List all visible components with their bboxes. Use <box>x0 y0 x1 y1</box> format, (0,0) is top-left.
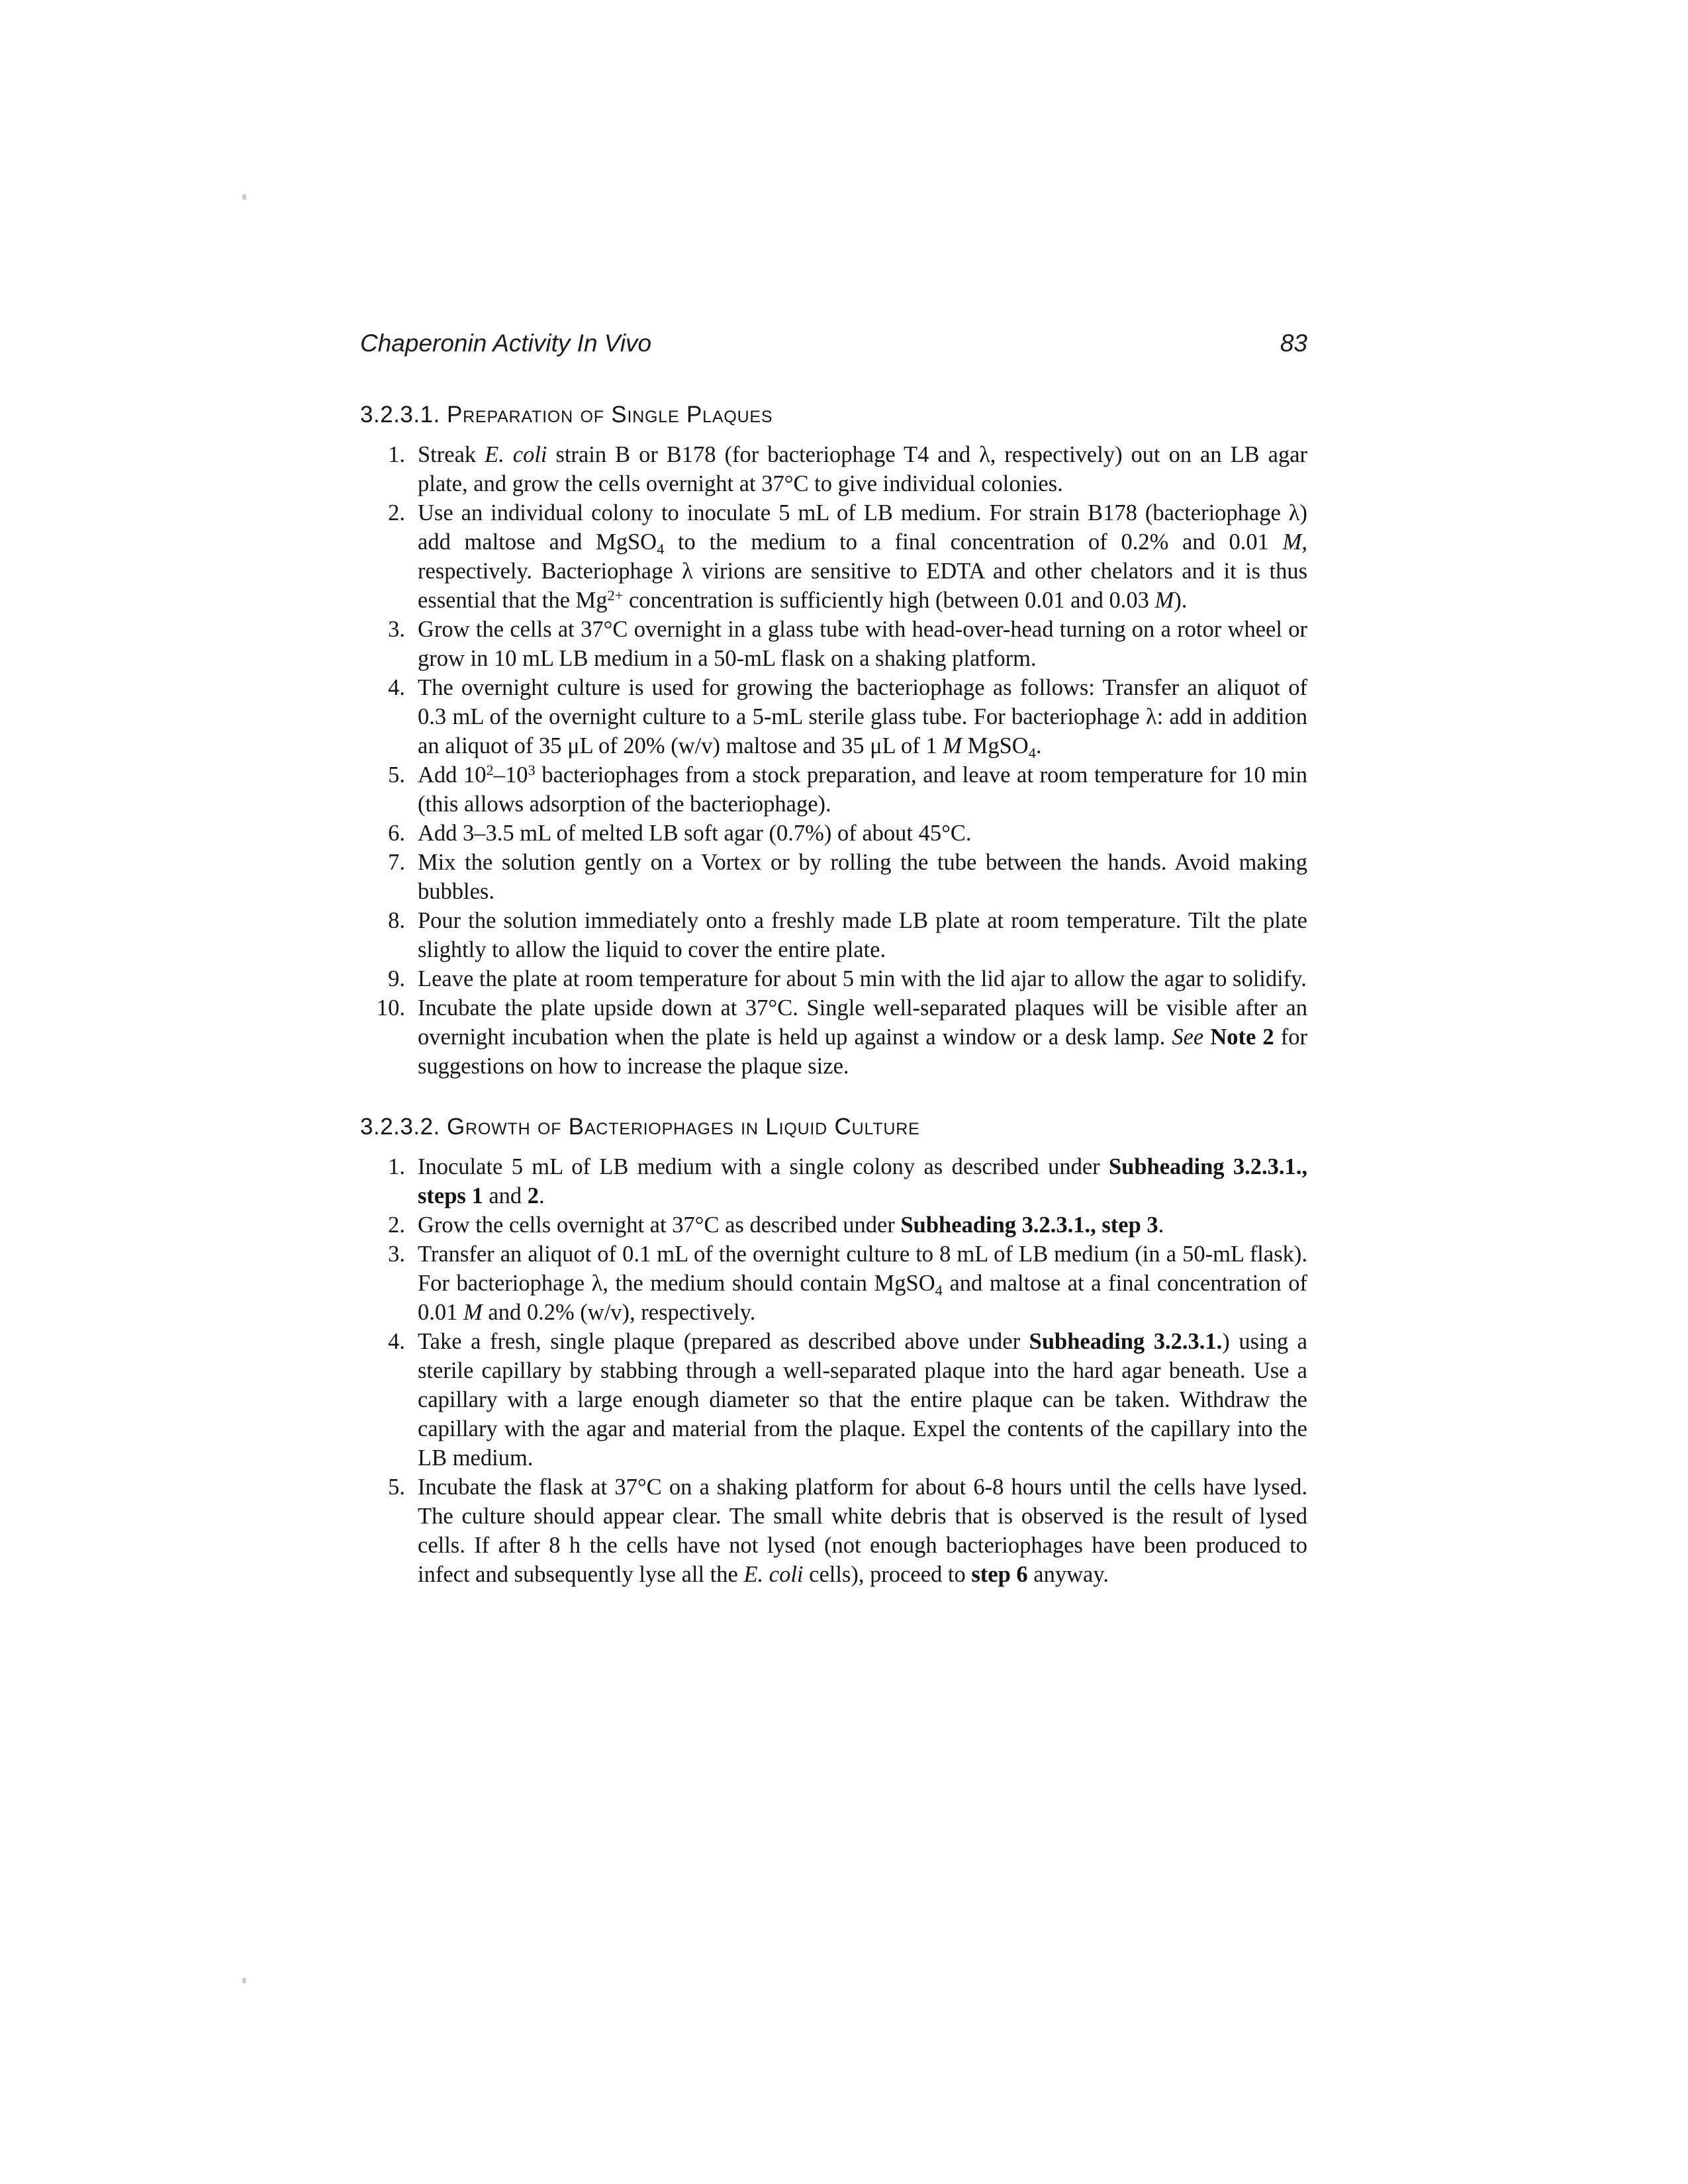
text-segment: for suggestions on how to increase the plaque size. <box>418 1024 1308 1079</box>
list-item-text <box>418 964 1307 993</box>
section-heading <box>360 400 1307 430</box>
text-segment: step 6 <box>971 1562 1028 1587</box>
text-segment: –10 <box>493 762 528 788</box>
text-segment: See <box>1172 1024 1204 1050</box>
section-title: Growth of Bacteriophages in Liquid Culture <box>446 1114 920 1140</box>
list-item-number: 1. <box>388 1154 405 1179</box>
text-segment: concentration is sufficiently high (between 0.01 and 0.03 <box>623 588 1155 613</box>
text-segment: 2+ <box>607 586 624 604</box>
text-segment: The overnight culture is used for growing the bacteriophage as follows: Transfer an aliquot of 0.3 mL of the overnight culture to a 5-mL sterile glass tube. For bacteriophage λ: add in addition an aliquot of 35 μL of 20% (w/v) maltose and 35 μL of 1 <box>418 675 1307 758</box>
text-segment: Incubate the plate upside down at 37°C. Single well-separated plaques will be visible after an overnight incubation when the plate is held up against a window or a desk lamp. <box>418 995 1307 1050</box>
text-segment: and 0.2% (w/v), respectively. <box>482 1300 756 1325</box>
text-segment: M <box>943 733 962 758</box>
step-list <box>360 1152 1307 1589</box>
section-title: Preparation of Single Plaques <box>446 402 773 428</box>
text-segment: and <box>483 1183 528 1208</box>
text-segment: 4 <box>1028 744 1036 761</box>
list-item <box>360 498 1307 615</box>
list-item <box>360 760 1307 819</box>
list-item <box>360 1473 1307 1589</box>
text-segment: Subheading 3.2.3.1. <box>1029 1329 1223 1354</box>
text-segment: Grow the cells overnight at 37°C as described under <box>418 1212 901 1238</box>
text-segment: Transfer an aliquot of 0.1 mL of the overnight culture to 8 mL of LB medium (in a 50-mL flask). For bacteriophage λ, the medium should contain MgSO <box>418 1242 1307 1296</box>
text-segment: Add 10 <box>418 762 487 788</box>
text-segment: M <box>1282 529 1302 555</box>
list-item-text <box>418 440 1307 498</box>
text-segment: cells), proceed to <box>803 1562 972 1587</box>
text-segment: Grow the cells at 37°C overnight in a glass tube with head-over-head turning on a rotor wheel or grow in 10 mL LB medium in a 50-mL flask on a shaking platform. <box>418 617 1307 671</box>
text-segment: . <box>539 1183 545 1208</box>
text-segment: Incubate the flask at 37°C on a shaking platform for about 6-8 hours until the cells have lysed. The culture should appear clear. The small white debris that is observed is the result of lysed cells. If after 8 h the cells have not lysed (not enough bacteriophages have been produced to infect and subsequently lyse all the <box>418 1475 1307 1587</box>
text-segment: E. coli <box>743 1562 804 1587</box>
text-segment: 3 <box>528 761 536 778</box>
list-item-text <box>418 1327 1307 1473</box>
section-number: 3.2.3.2. <box>360 1114 447 1140</box>
list-item <box>360 906 1307 964</box>
text-segment: strain B or B178 (for bacteriophage T4 and λ, respectively) out on an LB agar plate, and grow the cells overnight at 37°C to give individual colonies. <box>418 442 1307 496</box>
text-segment: ) using a sterile capillary by stabbing through a well-separated plaque into the hard agar beneath. Use a capillary with a large enough diameter so that the entire plaque can be taken. Withdraw the capillary with the agar and material from the plaque. Expel the contents of the capillary into the LB medium. <box>418 1329 1307 1471</box>
list-item-text <box>418 673 1307 760</box>
text-segment: Note 2 <box>1210 1024 1274 1050</box>
document-page <box>360 329 1307 1589</box>
list-item-number: 9. <box>388 966 405 991</box>
running-head-title: Chaperonin Activity In Vivo <box>360 330 652 357</box>
text-segment: 4 <box>935 1281 943 1298</box>
text-segment: 2 <box>527 1183 539 1208</box>
text-segment: Streak <box>418 442 485 467</box>
list-item-number: 5. <box>388 1475 405 1500</box>
list-item-text <box>418 906 1307 964</box>
text-segment: Add 3–3.5 mL of melted LB soft agar (0.7%) of about 45°C. <box>418 821 972 846</box>
list-item-number: 8. <box>388 908 405 933</box>
text-segment: bacteriophages from a stock preparation, and leave at room temperature for 10 min (this allows adsorption of the bacteriophage). <box>418 762 1308 817</box>
list-item-number: 5. <box>388 762 405 788</box>
document-content <box>360 400 1307 1589</box>
text-segment: , respectively. Bacteriophage λ virions are sensitive to EDTA and other chelators and it is thus essential that the Mg <box>418 529 1307 613</box>
list-item <box>360 1240 1307 1327</box>
text-segment: M <box>463 1300 483 1325</box>
list-item <box>360 673 1307 760</box>
text-segment: Take a fresh, single plaque (prepared as described above under <box>418 1329 1029 1354</box>
list-item-number: 10. <box>376 995 405 1021</box>
text-segment: Mix the solution gently on a Vortex or by rolling the tube between the hands. Avoid making bubbles. <box>418 850 1307 904</box>
list-item-text <box>418 1473 1307 1589</box>
list-item <box>360 993 1307 1081</box>
text-segment: Inoculate 5 mL of LB medium with a single colony as described under <box>418 1154 1109 1179</box>
list-item-text <box>418 615 1307 673</box>
text-segment: 2 <box>486 761 494 778</box>
text-segment: Subheading 3.2.3.1., steps 1 <box>418 1154 1307 1208</box>
list-item <box>360 964 1307 993</box>
list-item <box>360 1210 1307 1240</box>
list-item <box>360 1152 1307 1210</box>
list-item-text <box>418 1152 1307 1210</box>
text-segment: Pour the solution immediately onto a freshly made LB plate at room temperature. Tilt the plate slightly to allow the liquid to cover the entire plate. <box>418 908 1307 962</box>
text-segment: E. coli <box>485 442 547 467</box>
list-item-number: 1. <box>388 442 405 467</box>
list-item-number: 3. <box>388 617 405 642</box>
text-segment <box>1203 1024 1210 1050</box>
text-segment: 4 <box>657 540 665 557</box>
text-segment: MgSO <box>962 733 1029 758</box>
step-list <box>360 440 1307 1081</box>
list-item-number: 2. <box>388 500 405 525</box>
page-header <box>360 329 1307 358</box>
list-item-text <box>418 760 1307 819</box>
text-segment: Leave the plate at room temperature for about 5 min with the lid ajar to allow the agar to solidify. <box>418 966 1307 991</box>
list-item-number: 2. <box>388 1212 405 1238</box>
text-segment: and maltose at a final concentration of 0.01 <box>418 1271 1307 1325</box>
list-item <box>360 819 1307 848</box>
list-item-text <box>418 498 1307 615</box>
list-item <box>360 615 1307 673</box>
text-segment: anyway. <box>1027 1562 1109 1587</box>
list-item-number: 7. <box>388 850 405 875</box>
page-number: 83 <box>1280 330 1307 357</box>
list-item <box>360 848 1307 906</box>
list-item-text <box>418 1240 1307 1327</box>
list-item-text <box>418 1210 1307 1240</box>
list-item <box>360 1327 1307 1473</box>
text-segment: to the medium to a final concentration of 0.2% and 0.01 <box>664 529 1283 555</box>
text-segment: M <box>1154 588 1174 613</box>
list-item-number: 3. <box>388 1242 405 1267</box>
text-segment: . <box>1035 733 1042 758</box>
text-segment: . <box>1158 1212 1164 1238</box>
scan-artifact <box>242 194 246 200</box>
list-item-text <box>418 993 1307 1081</box>
list-item-number: 6. <box>388 821 405 846</box>
list-item <box>360 440 1307 498</box>
list-item-text <box>418 848 1307 906</box>
scan-artifact <box>242 1978 246 1983</box>
list-item-number: 4. <box>388 1329 405 1354</box>
list-item-text <box>418 819 1307 848</box>
section-number: 3.2.3.1. <box>360 402 447 428</box>
section-heading <box>360 1113 1307 1142</box>
text-segment: ). <box>1174 588 1188 613</box>
list-item-number: 4. <box>388 675 405 700</box>
text-segment: Use an individual colony to inoculate 5 mL of LB medium. For strain B178 (bacteriophage λ) add maltose and MgSO <box>418 500 1307 555</box>
text-segment: Subheading 3.2.3.1., step 3 <box>900 1212 1158 1238</box>
